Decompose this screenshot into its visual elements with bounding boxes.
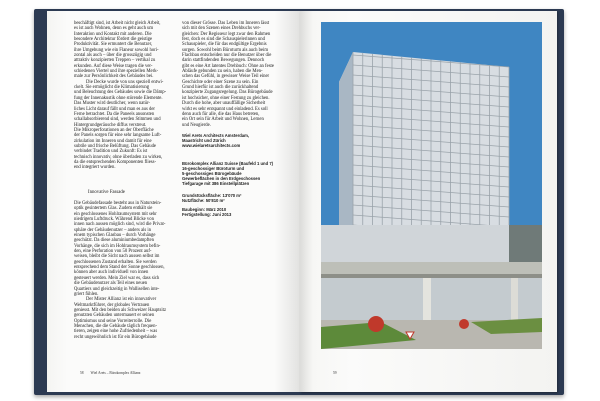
- text-line: ein geschlossenes Hohlraumsystem mit sehr: [74, 211, 157, 217]
- text-line: Die Mikroperforationen an der Oberfläche: [74, 127, 154, 133]
- text-line: innen nach aussen möglich sind, wird die Privat-: [74, 222, 166, 228]
- text-line: sphäre der Gebäudenutzer – anders als in: [74, 227, 152, 233]
- page-number-right: 59: [333, 371, 337, 375]
- text-line: attraktiv konzipierten Treppen – vertikal zu: [74, 58, 156, 64]
- text-line: Wiel Arets Architects Amsterdam,: [182, 133, 249, 138]
- text-line: ckelt. Sie ermöglicht die Klimatisierung: [74, 85, 150, 91]
- text-line: niedrigem Luftdruck. Während Blicke von: [74, 217, 154, 223]
- text-line: ihre Umgebung wie ein Flaneur sowohl hori-: [74, 47, 159, 53]
- text-line: recht ungewöhnlich ist für ein Bürogebäude: [74, 334, 157, 340]
- text-line: zirkulation im Inneren und damit für eine: [74, 138, 152, 144]
- text-line: Gewerbeflächen in den Erdgeschossen: [182, 176, 261, 182]
- sculpture: [368, 316, 384, 332]
- text-line: Nutzfläche: 50'810 m²: [182, 198, 225, 204]
- text-line: wirkt es sehr entspannt und einladend. Es soll: [182, 106, 268, 112]
- text-line: Tiefgarage mit 386 Einstellplätzen: [182, 181, 250, 187]
- text-column-1-top: [74, 21, 166, 171]
- page-number: 58: [80, 371, 84, 375]
- subheading: Innovative Fassade: [88, 190, 125, 195]
- text-line: end integriert wurden.: [74, 165, 116, 171]
- text-line: schallabsorbierend sind, werden Stimmen und: [74, 117, 161, 123]
- text-line: Grundstücksfläche: 13'070 m²: [182, 193, 242, 198]
- text-line: Vorhänge, die sich im Hohlraumsystem befin-: [74, 243, 161, 249]
- text-line: Baubeginn: März 2010: [182, 207, 227, 212]
- text-line: konzipierte Zugangsregelung. Das Bürogebäude: [182, 90, 273, 96]
- text-line: griert fühlen.: [74, 291, 99, 297]
- text-line: schiedenen Viertel und ihre speziellen Merk-: [74, 69, 159, 75]
- elevated-road: [321, 262, 542, 276]
- text-line: technisch innovativ, ohne überladen zu wirken,: [74, 154, 163, 160]
- text-line: ist hochsicher, ohne einer Festung zu gleichen.: [182, 95, 270, 101]
- text-line: den, eine Perforation von 50 Prozent auf-: [74, 249, 152, 255]
- text-line: können aber auch individuell von innen: [74, 270, 149, 276]
- text-line: einem typischen Glasbau – durch Vorhänge: [74, 233, 156, 239]
- text-line: fest, doch es sind die Schauspielerinnen und: [182, 37, 265, 43]
- text-line: subtile und frische Belüftung. Das Gebäude: [74, 143, 157, 149]
- building-photo: [321, 22, 542, 349]
- left-footer: [80, 371, 140, 375]
- text-line: Fertigstellung: Juni 2013: [182, 212, 232, 218]
- text-line: ein Ort sein für Arbeit und Wohnen, Lernen: [182, 117, 264, 123]
- text-line: und Neugierde.: [182, 122, 211, 128]
- text-line: gesteuert werden. Mein Ziel war es, dass sich: [74, 275, 160, 281]
- text-line: denn auch für alle, die das Haus betreten,: [182, 111, 260, 117]
- credits-architect: [182, 133, 249, 148]
- text-line: darin stattfindenden Bewegungen. Dennoch: [182, 58, 265, 64]
- text-line: Hintergrundgeräusche diffus verstreut.: [74, 122, 147, 128]
- text-line: male zur Persönlichkeit des Gebäudes bei.: [74, 74, 154, 80]
- text-line: entsprechend dem Stand der Sonne geschlossen,: [74, 265, 165, 271]
- text-line: Ferne betrachtet. Da die Paneels ansonsten: [74, 111, 155, 117]
- tower: [339, 52, 509, 252]
- credits-areas: [182, 193, 241, 203]
- text-line: der Panels sorgen für eine sehr langsame Luft-: [74, 133, 162, 139]
- text-line: Die Decke wurde von uns speziell entwi-: [86, 79, 164, 85]
- text-line: tieren, zeigen eine hohe Zufriedenheit – was: [74, 329, 158, 335]
- text-line: optik gesintertem Glas. Zudem enthält sie: [74, 206, 153, 212]
- text-line: erkunden. Auf diese Weise tragen die ver-: [74, 63, 153, 69]
- credits-dates: [182, 207, 231, 217]
- text-line: 16-geschossiger Büroturm und: [182, 166, 245, 172]
- text-line: zontal als auch – über die grosszügig und: [74, 53, 152, 59]
- text-line: Der Mister Allianz ist ein innovativer: [86, 297, 157, 303]
- text-line: Flachbau entscheiden nur die Benutzer über die: [182, 53, 272, 59]
- text-line: liches Licht darauf fällt und man es aus der: [74, 106, 155, 112]
- text-line: schen das Gefühl, in gewisser Weise Teil einer: [182, 74, 270, 80]
- text-line: Weltmarktführer, der globales Vertrauen: [74, 302, 150, 308]
- text-line: sorgen. Sowohl beim Büroturm als auch beim: [182, 47, 268, 53]
- text-line: Bürokomplex Allianz Suisse (Baufeld 1 und 7): [182, 161, 274, 166]
- text-line: 5-geschossiges Bürogebäude: [182, 171, 242, 177]
- text-line: geniesst. Mit den beiden als Schweizer Hauptsitz: [74, 307, 167, 313]
- text-line: Durch die hohe, aber unauffällige Sicherheit: [182, 101, 266, 107]
- text-line: geschlossenen Zustand erhalten. Sie werden: [74, 259, 157, 265]
- text-line: Das Muster wird deutlicher, wenn natür-: [74, 101, 150, 107]
- text-column-2: [182, 21, 274, 128]
- text-line: sich mit den Szenen eines Drehbuchs ver-: [182, 26, 261, 32]
- text-line: weisen, bleibt die Sicht nach aussen selbst im: [74, 254, 160, 260]
- text-line: Schauspieler, die für das endgültige Ergebnis: [182, 42, 267, 48]
- text-line: da die entsprechenden Komponenten fliess-: [74, 159, 157, 165]
- text-line: und Beleuchtung des Gebäudes sowie die Dämp-: [74, 90, 167, 96]
- text-line: verbindet Tradition und Zukunft: Es ist: [74, 149, 148, 155]
- text-line: Menschen, die die Gebäude täglich frequen-: [74, 323, 158, 329]
- text-line: Produktivität. Sie ermuntert die Benutzer,: [74, 42, 153, 48]
- running-footer: Wiel Arets – Bürokomplex Allianz: [90, 371, 141, 375]
- text-line: beschäftigt sind, ist Arbeit nicht gleich Arbeit,: [74, 21, 161, 26]
- text-line: gleichen: Der Regisseur legt zwar den Rahmen: [182, 31, 271, 37]
- text-line: Grund hierfür ist auch die zurückhaltend: [182, 85, 259, 91]
- text-line: www.wielaretsarchitects.com: [182, 143, 241, 149]
- text-line: geschützt. Da diese aluminiumbedampften: [74, 238, 154, 244]
- text-line: es ist auch Wohnen, denn es geht auch um: [74, 26, 154, 32]
- text-line: genutzten Gebäuden untermauert er seinen: [74, 313, 155, 319]
- credits-project: [182, 161, 273, 186]
- text-line: besondere Architektur fördert die geistige: [74, 37, 153, 43]
- text-line: Die Gebäudefassade besteht aus in Naturstein-: [74, 201, 162, 206]
- text-line: fung der Innenakustik ohne störende Elemente.: [74, 95, 163, 101]
- text-line: die Gebäudenutzer als Teil eines neuen: [74, 281, 148, 287]
- text-line: Geschichte oder einer Szene zu sein. Ein: [182, 79, 259, 85]
- text-line: Quartiers und gleichzeitig in Wallisellen inte-: [74, 286, 160, 292]
- text-line: Maastricht und Zürich: [182, 138, 226, 144]
- text-line: Interaktion und Kontakt mit anderen. Die: [74, 31, 152, 37]
- text-line: gibt es eine Art latentes Drehbuch: Ohne an feste: [182, 63, 274, 69]
- text-line: von dieser Grösse. Das Leben im Inneren lässt: [182, 21, 270, 26]
- text-line: Optimismus und seine Vorreiterrolle. Die: [74, 318, 152, 324]
- text-line: Abläufe gebunden zu sein, haben die Men-: [182, 69, 263, 75]
- text-column-1-bottom: [74, 201, 166, 340]
